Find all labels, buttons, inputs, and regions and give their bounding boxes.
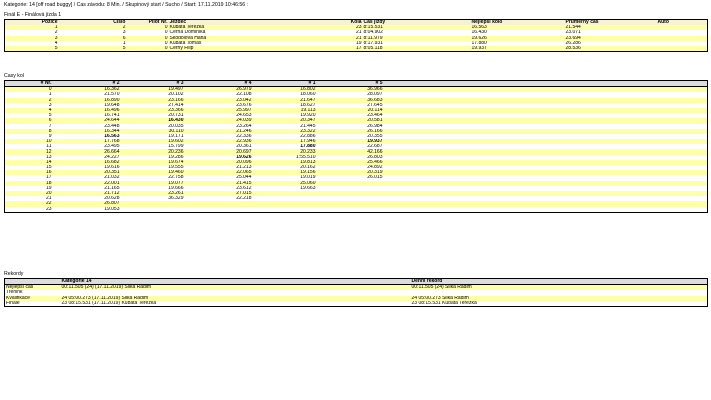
- cell: Černý Filip: [169, 46, 345, 52]
- lap-number: 3: [5, 103, 53, 108]
- lap-number: 16: [5, 170, 53, 175]
- lap-time: 21.415: [185, 181, 253, 186]
- lap-time: 19.156: [253, 170, 317, 175]
- lap-time: 18.060: [253, 92, 317, 97]
- lap-time: 27.645: [317, 103, 384, 108]
- lap-time: 19.460: [121, 170, 185, 175]
- lap-time: 36.329: [121, 196, 185, 201]
- col-header: Cislo: [59, 20, 127, 26]
- lap-number: 14: [5, 160, 53, 165]
- lap-time: 18.627: [253, 103, 317, 108]
- col-header: Pilot Nr.: [127, 20, 169, 26]
- col-header: Jezdec: [169, 20, 345, 26]
- cell: 0: [127, 25, 169, 30]
- lap-time: 20.351: [53, 170, 121, 175]
- table-row: [5, 301, 708, 307]
- lap-time: 24.644: [53, 118, 121, 123]
- lap-time: 19.616: [53, 165, 121, 170]
- col-header: # 4: [185, 81, 253, 87]
- col-header: # 1: [253, 81, 317, 87]
- lap-time: 23.264: [185, 124, 253, 129]
- col-header: Denní rekord: [411, 279, 708, 285]
- lap-number: 9: [5, 134, 53, 139]
- lap-time: 25.060: [253, 181, 317, 186]
- lap-time: 17.768: [53, 139, 121, 144]
- lap-time: 23.042: [185, 98, 253, 103]
- cell: Kubatá Terezka: [169, 25, 345, 30]
- lap-time: 19.937: [317, 139, 384, 144]
- lap-time: 19.171: [121, 134, 185, 139]
- cell: 23.694: [565, 36, 657, 41]
- lap-time: 36.683: [317, 98, 384, 103]
- lap-number: 22: [5, 201, 53, 206]
- lap-time: 22.065: [185, 170, 253, 175]
- lap-time: 27.414: [121, 103, 185, 108]
- lap-time: 26.015: [317, 175, 384, 180]
- lap-time: 19.648: [53, 103, 121, 108]
- lap-time: 23.464: [317, 113, 384, 118]
- lap-number: 23: [5, 207, 53, 213]
- cell: 28.536: [565, 46, 657, 52]
- record-label: Trénink: [5, 290, 61, 295]
- col-header: Kategorie 14: [61, 279, 411, 285]
- lap-time: 20.581: [317, 118, 384, 123]
- cell: Škodolová Hana: [169, 36, 345, 41]
- lap-time: 26.664: [53, 149, 121, 154]
- cell: 19.626: [471, 36, 565, 41]
- lap-time: 20.035: [121, 124, 185, 129]
- lap-number: 18: [5, 181, 53, 186]
- records-table: [4, 278, 708, 307]
- lap-time: 21.570: [53, 92, 121, 97]
- lap-time: 22.687: [317, 144, 384, 149]
- lap-time: 21.165: [53, 186, 121, 191]
- lap-time: 42.166: [317, 149, 384, 154]
- record-label: Nejlepší cas: [5, 285, 61, 291]
- lap-time: [253, 207, 317, 213]
- lap-number: 21: [5, 196, 53, 201]
- cell: 24 05:00.273 Šilka Radim: [411, 296, 708, 301]
- col-header: Auto: [657, 20, 708, 26]
- lap-time: 22.108: [185, 92, 253, 97]
- table-row: [5, 207, 708, 213]
- lap-time: 22.218: [185, 196, 253, 201]
- record-label: Finále: [5, 301, 61, 307]
- lap-time: 20.361: [185, 144, 253, 149]
- lap-time: 16.496: [53, 108, 121, 113]
- cell: 21: [345, 30, 363, 35]
- lap-time: 16.362: [53, 87, 121, 93]
- lap-time: 22.886: [253, 134, 317, 139]
- lap-time: 21.032: [53, 175, 121, 180]
- cell: 26.286: [565, 41, 657, 46]
- lap-time: 15.799: [121, 144, 185, 149]
- lap-time: 21.246: [185, 129, 253, 134]
- lap-time: 23.366: [121, 108, 185, 113]
- lap-time: 21.213: [185, 165, 253, 170]
- lap-time: 19.555: [121, 165, 185, 170]
- cell: 0: [127, 36, 169, 41]
- col-header: Cas jízdy: [363, 20, 471, 26]
- cell: 21: [345, 36, 363, 41]
- lap-time: 16.344: [53, 129, 121, 134]
- cell: 6: [59, 36, 127, 41]
- record-label: Kvalifikace: [5, 296, 61, 301]
- lap-time: 19.497: [121, 87, 185, 93]
- lap-time: 1:55.510: [253, 155, 317, 160]
- lap-time: 16.890: [53, 98, 121, 103]
- cell: 8:11.979: [363, 36, 471, 41]
- lap-number: 2: [5, 98, 53, 103]
- lap-time: 27.015: [185, 191, 253, 196]
- cell: 00:11.505 (24) (17.11.2019) Šilka Radim: [61, 285, 411, 291]
- lap-time: 19.113: [253, 108, 317, 113]
- lap-number: 6: [5, 118, 53, 123]
- cell: 1: [59, 41, 127, 46]
- lap-number: 19: [5, 186, 53, 191]
- cell: 1: [5, 25, 59, 30]
- lap-time: 23.166: [121, 98, 185, 103]
- cell: 24 05:00.273 (17.11.2019) Šilka Radim: [61, 296, 411, 301]
- lap-time: 17.880: [253, 144, 317, 149]
- lap-time: 19.019: [253, 175, 317, 180]
- lap-time: 20.162: [253, 165, 317, 170]
- cell: 17.880: [471, 41, 565, 46]
- records-title: Rekordy: [4, 271, 24, 277]
- cell: Kubata Tomáš: [169, 41, 345, 46]
- cell: 16.430: [471, 30, 565, 35]
- lap-time: 16.802: [253, 87, 317, 93]
- col-header: # Nr.: [5, 81, 53, 87]
- lap-time: 19.666: [121, 186, 185, 191]
- lap-time: 21.647: [253, 98, 317, 103]
- lap-time: 19.077: [121, 181, 185, 186]
- cell: 17: [345, 46, 363, 52]
- lap-time: 24.892: [317, 165, 384, 170]
- lap-time: 19.053: [53, 207, 121, 213]
- cell: 0: [127, 30, 169, 35]
- lap-time: 22.336: [185, 134, 253, 139]
- lap-time: 16.682: [53, 160, 121, 165]
- lap-number: 17: [5, 175, 53, 180]
- col-header: Pozice: [5, 20, 59, 26]
- report-header: Kategorie: 14 [off road buggy] / Cas závodu: 8 Min. / Skupinový start / Sucho / Start: 17.11.2019 10:46:56 :: [4, 2, 249, 8]
- lap-time: 23.612: [185, 186, 253, 191]
- lap-time: 26.807: [53, 201, 121, 206]
- lap-time: 22.758: [121, 175, 185, 180]
- cell: 21.544: [565, 25, 657, 30]
- cell: 23 08:15.531 (17.11.2019) Kubatá Terezka: [61, 301, 411, 307]
- lap-time: 19.663: [253, 186, 317, 191]
- lap-time: 20.347: [253, 118, 317, 123]
- cell: 8:15.531: [363, 25, 471, 30]
- cell: 5: [59, 46, 127, 52]
- cell: 3: [59, 30, 127, 35]
- col-header: Nejlepší kolo: [471, 20, 565, 26]
- lap-time: 26.803: [317, 155, 384, 160]
- lap-time: 20.355: [317, 134, 384, 139]
- cell: 8:04.902: [363, 30, 471, 35]
- lap-time: 19.813: [253, 160, 317, 165]
- lap-time: [317, 207, 384, 213]
- cell: 00:11.505 (24) Šilka Radim: [411, 285, 708, 291]
- lap-time: 36.966: [317, 87, 384, 93]
- lap-number: 4: [5, 108, 53, 113]
- lap-time: 24.039: [185, 118, 253, 123]
- lap-time: 16.430: [121, 118, 185, 123]
- lap-time: 20.233: [253, 149, 317, 154]
- lap-time: 24.653: [185, 113, 253, 118]
- col-header: # 5: [317, 81, 384, 87]
- cell: 0: [127, 41, 169, 46]
- cell: [657, 46, 708, 52]
- cell: 8:05.118: [363, 46, 471, 52]
- cell: 19: [345, 41, 363, 46]
- lap-time: 26.979: [185, 87, 253, 93]
- cell: 2: [5, 30, 59, 35]
- col-header: # 3: [121, 81, 185, 87]
- lap-number: 1: [5, 92, 53, 97]
- lap-number: 20: [5, 191, 53, 196]
- lap-number: 13: [5, 155, 53, 160]
- lap-time: 20.697: [185, 149, 253, 154]
- lap-number: 15: [5, 165, 53, 170]
- lap-time: 16.563: [53, 134, 121, 139]
- final-title: Finál E - Finálová jízda 1: [4, 12, 62, 18]
- lap-time: 20.236: [121, 149, 185, 154]
- lap-times-table: [4, 80, 708, 213]
- lap-time: 22.936: [185, 139, 253, 144]
- lap-time: 20.096: [185, 160, 253, 165]
- cell: 5: [5, 46, 59, 52]
- lap-time: 20.731: [121, 113, 185, 118]
- cell: 8:17.931: [363, 41, 471, 46]
- lap-number: 10: [5, 139, 53, 144]
- cell: 16.563: [471, 25, 565, 30]
- cell: 23.071: [565, 30, 657, 35]
- cell: Černá Dominika: [169, 30, 345, 35]
- lap-time: 19.626: [185, 155, 253, 160]
- lap-time: 21.445: [253, 124, 317, 129]
- lap-time: 19.674: [121, 160, 185, 165]
- lap-time: 30.110: [121, 129, 185, 134]
- col-header: Prumerný cas: [565, 20, 657, 26]
- lap-time: 25.997: [185, 108, 253, 113]
- cell: 23 08:15.531 Kubatá Terezka: [411, 301, 708, 307]
- lap-time: 23.495: [53, 144, 121, 149]
- lap-time: 16.741: [53, 113, 121, 118]
- lap-time: 20.628: [53, 196, 121, 201]
- lap-time: 25.044: [185, 175, 253, 180]
- cell: 2: [59, 25, 127, 30]
- lap-time: 20.114: [317, 108, 384, 113]
- cell: 0: [127, 46, 169, 52]
- lap-time: 26.984: [317, 124, 384, 129]
- cell: 23: [345, 25, 363, 30]
- lap-time: 22.001: [53, 181, 121, 186]
- lap-time: 28.097: [317, 92, 384, 97]
- table-row: [5, 46, 708, 52]
- lap-time: 24.227: [53, 155, 121, 160]
- lap-time: 17.946: [253, 139, 317, 144]
- cell: 4: [5, 41, 59, 46]
- lap-time: [121, 207, 185, 213]
- lap-number: 5: [5, 113, 53, 118]
- lap-number: 0: [5, 87, 53, 93]
- cell: 19.937: [471, 46, 565, 52]
- lap-time: 23.261: [121, 191, 185, 196]
- lap-time: 26.166: [317, 129, 384, 134]
- lap-time: 23.676: [185, 103, 253, 108]
- lap-number: 11: [5, 144, 53, 149]
- laps-title: Casy kol: [4, 73, 24, 79]
- lap-time: 20.102: [121, 92, 185, 97]
- lap-time: 19.286: [121, 155, 185, 160]
- lap-time: 19.920: [253, 113, 317, 118]
- col-header: # 2: [53, 81, 121, 87]
- lap-time: [185, 207, 253, 213]
- lap-number: 8: [5, 129, 53, 134]
- cell: 3: [5, 36, 59, 41]
- lap-time: 19.602: [121, 139, 185, 144]
- col-header: Kola: [345, 20, 363, 26]
- lap-time: 23.448: [53, 124, 121, 129]
- laps-body: [5, 87, 708, 213]
- final-results-table: [4, 19, 708, 52]
- lap-number: 7: [5, 124, 53, 129]
- lap-time: 23.322: [253, 129, 317, 134]
- lap-time: 21.712: [53, 191, 121, 196]
- lap-time: 20.319: [317, 170, 384, 175]
- lap-time: 25.466: [317, 160, 384, 165]
- lap-number: 12: [5, 149, 53, 154]
